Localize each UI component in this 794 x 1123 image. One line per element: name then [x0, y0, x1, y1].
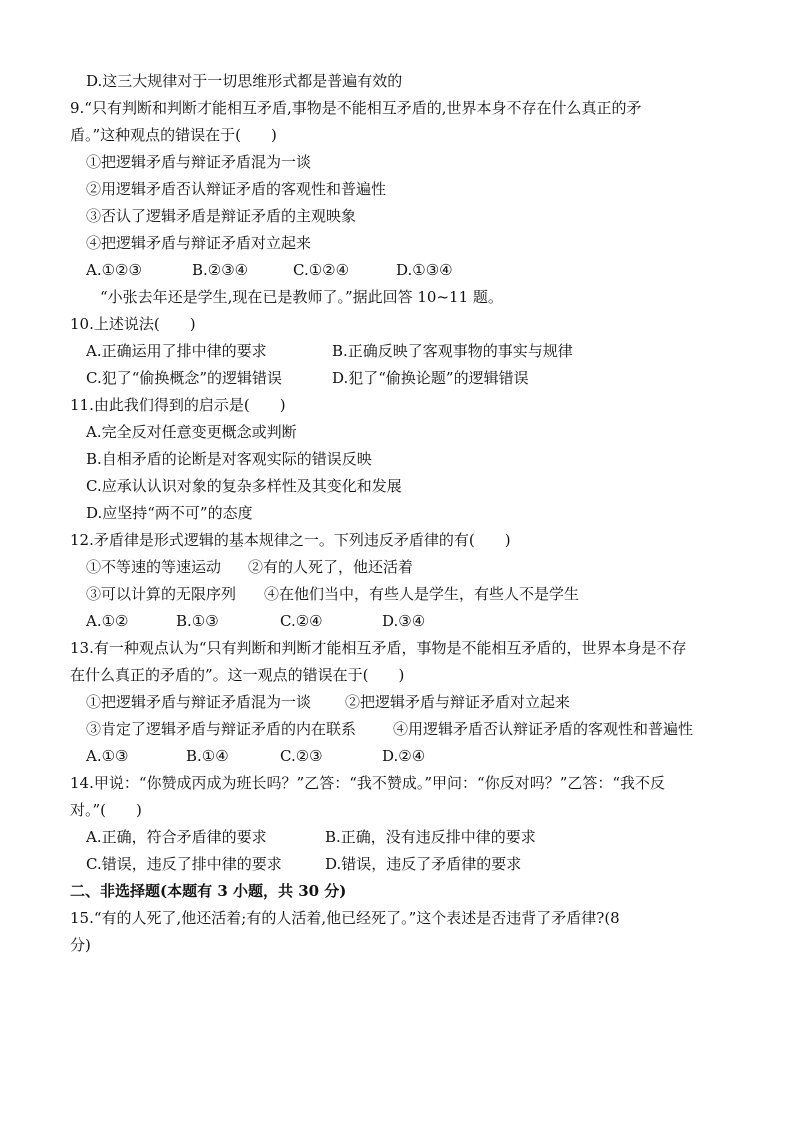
q9-stem-line2: 盾。”这种观点的错误在于( ) [70, 126, 277, 144]
q12-option-b: B.①③ [176, 612, 219, 630]
q10-option-a: A.正确运用了排中律的要求 [86, 342, 267, 360]
q13-statement-1: ①把逻辑矛盾与辩证矛盾混为一谈 [86, 693, 312, 711]
q15-stem-line2: 分) [70, 936, 91, 954]
q12-statement-2: ②有的人死了，他还活着 [248, 558, 414, 576]
q12-option-d: D.③④ [382, 612, 426, 630]
q9-stem-line1: 9.“只有判断和判断才能相互矛盾,事物是不能相互矛盾的,世界本身不存在什么真正的矛 [70, 99, 642, 117]
q9-statement-4: ④把逻辑矛盾与辩证矛盾对立起来 [86, 234, 312, 252]
q10-option-c: C.犯了“偷换概念”的逻辑错误 [86, 369, 283, 387]
q14-stem-line1: 14.甲说：“你赞成丙成为班长吗？”乙答：“我不赞成。”甲问：“你反对吗？”乙答：“我不反 [70, 774, 666, 792]
q10-option-b: B.正确反映了客观事物的事实与规律 [332, 342, 573, 360]
q9-statement-3: ③否认了逻辑矛盾是辩证矛盾的主观映象 [86, 207, 357, 225]
q9-statement-2: ②用逻辑矛盾否认辩证矛盾的客观性和普遍性 [86, 180, 387, 198]
q10-stem: 10.上述说法( ) [70, 315, 196, 333]
section-title-non-choice: 二、非选择题(本题有 3 小题，共 30 分) [70, 882, 347, 900]
q12-statement-1: ①不等速的等速运动 [86, 558, 222, 576]
q14-option-c: C.错误，违反了排中律的要求 [86, 855, 282, 873]
q9-option-b: B.②③④ [192, 261, 249, 279]
q10-11-passage: “小张去年还是学生,现在已是教师了。”据此回答 10~11 题。 [100, 288, 503, 306]
q13-stem-line1: 13.有一种观点认为“只有判断和判断才能相互矛盾，事物是不能相互矛盾的，世界本身是不存 [70, 639, 687, 657]
q12-statement-3: ③可以计算的无限序列 [86, 585, 237, 603]
q13-statement-3: ③肯定了逻辑矛盾与辩证矛盾的内在联系 [86, 720, 357, 738]
q12-option-c: C.②④ [280, 612, 323, 630]
q14-option-d: D.错误，违反了矛盾律的要求 [325, 855, 522, 873]
q14-option-b: B.正确，没有违反排中律的要求 [325, 828, 536, 846]
q9-option-a: A.①②③ [86, 261, 142, 279]
q11-option-a: A.完全反对任意变更概念或判断 [86, 423, 297, 441]
q15-stem-line1: 15.“有的人死了,他还活着;有的人活着,他已经死了。”这个表述是否违背了矛盾律?(8 [70, 909, 620, 927]
q13-statement-4: ④用逻辑矛盾否认辩证矛盾的客观性和普遍性 [393, 720, 694, 738]
q13-option-b: B.①④ [186, 747, 229, 765]
q10-option-d: D.犯了“偷换论题”的逻辑错误 [332, 369, 529, 387]
q14-stem-line2: 对。”( ) [70, 801, 142, 819]
q12-option-a: A.①② [86, 612, 129, 630]
q13-stem-line2: 在什么真正的矛盾的”。这一观点的错误在于( ) [70, 666, 405, 684]
q11-option-d: D.应坚持“两不可”的态度 [86, 504, 253, 522]
q9-statement-1: ①把逻辑矛盾与辩证矛盾混为一谈 [86, 153, 312, 171]
q14-option-a: A.正确，符合矛盾律的要求 [86, 828, 267, 846]
q12-statement-4: ④在他们当中，有些人是学生，有些人不是学生 [264, 585, 580, 603]
q9-option-d: D.①③④ [396, 261, 453, 279]
q13-option-d: D.②④ [382, 747, 426, 765]
q9-option-c: C.①②④ [293, 261, 350, 279]
q13-statement-2: ②把逻辑矛盾与辩证矛盾对立起来 [345, 693, 571, 711]
q13-option-c: C.②③ [280, 747, 323, 765]
q12-stem: 12.矛盾律是形式逻辑的基本规律之一。下列违反矛盾律的有( ) [70, 531, 511, 549]
q8-option-d: D.这三大规律对于一切思维形式都是普遍有效的 [86, 72, 403, 90]
q11-option-c: C.应承认认识对象的复杂多样性及其变化和发展 [86, 477, 402, 495]
q13-option-a: A.①③ [86, 747, 129, 765]
q11-stem: 11.由此我们得到的启示是( ) [70, 396, 286, 414]
q11-option-b: B.自相矛盾的论断是对客观实际的错误反映 [86, 450, 372, 468]
